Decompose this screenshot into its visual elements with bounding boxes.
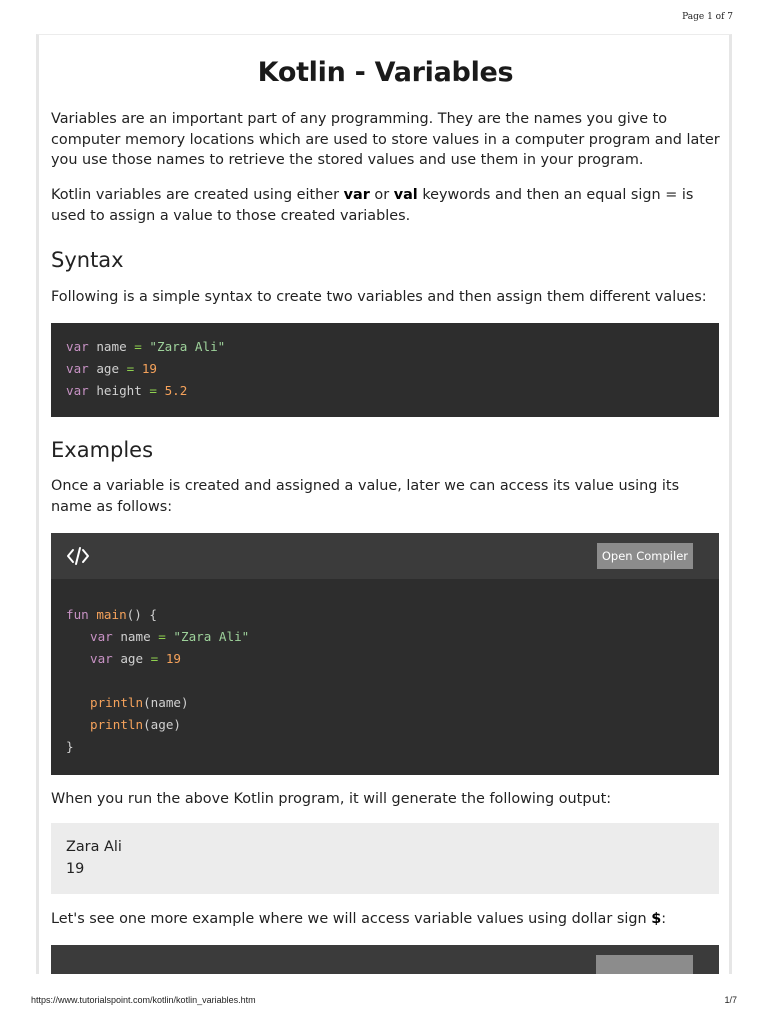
code-punctuation: } xyxy=(66,739,74,754)
code-keyword: var xyxy=(66,383,89,398)
code-keyword: var xyxy=(90,651,113,666)
code-operator: = xyxy=(134,339,142,354)
code-number: 19 xyxy=(158,651,182,666)
footer-url: https://www.tutorialspoint.com/kotlin/kotlin_variables.htm xyxy=(31,995,256,1005)
code-function: println xyxy=(90,695,144,710)
syntax-description: Following is a simple syntax to create two variables and then assign them different values: xyxy=(51,289,707,305)
next-example-text: Let's see one more example where we will access variable values using dollar sign xyxy=(51,911,652,927)
code-block-toolbar xyxy=(51,945,719,974)
code-line xyxy=(90,651,181,666)
next-example-description xyxy=(51,909,720,930)
var-keyword: var xyxy=(343,187,370,203)
code-operator: = xyxy=(149,383,158,398)
code-punctuation: (age) xyxy=(143,717,181,732)
keywords-paragraph xyxy=(51,185,720,226)
code-identifier: height xyxy=(88,383,150,398)
dollar-sign: $ xyxy=(651,911,662,927)
footer-page-number: 1/7 xyxy=(724,995,737,1005)
page-label: Page 1 of 7 xyxy=(682,12,733,22)
example-code-block xyxy=(51,533,719,775)
syntax-heading: Syntax xyxy=(51,248,124,272)
code-line xyxy=(90,629,249,644)
code-brackets-icon xyxy=(66,545,90,567)
code-keyword: var xyxy=(66,361,89,376)
code-number: 5.2 xyxy=(157,383,188,398)
code-number: 19 xyxy=(134,361,158,376)
code-function: println xyxy=(90,717,144,732)
code-line xyxy=(66,361,157,376)
next-code-block xyxy=(51,945,719,974)
code-string: "Zara Ali" xyxy=(141,339,226,354)
code-line xyxy=(90,717,181,732)
code-identifier: name xyxy=(88,339,135,354)
code-operator: = xyxy=(150,651,159,666)
document-frame xyxy=(36,34,732,974)
keywords-text-b: or xyxy=(369,187,394,203)
code-block-toolbar xyxy=(51,533,719,579)
code-identifier: name xyxy=(112,629,159,644)
val-keyword: val xyxy=(393,187,418,203)
code-identifier: age xyxy=(88,361,127,376)
next-example-colon: : xyxy=(661,911,667,927)
code-line xyxy=(66,383,187,398)
keywords-text-c: keywords and then an equal sign = is used to assign a value to those created variables. xyxy=(51,187,694,224)
page-title: Kotlin - Variables xyxy=(257,57,514,88)
examples-heading: Examples xyxy=(51,438,154,462)
code-line xyxy=(90,695,189,710)
code-operator: = xyxy=(158,629,166,644)
code-keyword: var xyxy=(90,629,113,644)
code-operator: = xyxy=(126,361,135,376)
code-keyword: fun xyxy=(66,607,89,622)
code-keyword: var xyxy=(66,339,89,354)
output-line: 19 xyxy=(66,861,85,877)
output-line: Zara Ali xyxy=(66,839,122,855)
code-identifier: age xyxy=(112,651,151,666)
syntax-code-block xyxy=(51,323,719,417)
output-description: When you run the above Kotlin program, it will generate the following output: xyxy=(51,791,612,807)
open-compiler-button[interactable] xyxy=(596,955,693,974)
code-string: "Zara Ali" xyxy=(165,629,250,644)
open-compiler-button[interactable]: Open Compiler xyxy=(597,543,693,569)
code-punctuation: () { xyxy=(126,607,158,622)
code-punctuation: (name) xyxy=(143,695,189,710)
intro-paragraph: Variables are an important part of any programming. They are the names you give to computer memory locations which are used to store values in a computer program and later you use those names to retrieve the stored values and use them in your program. xyxy=(51,111,720,168)
code-line xyxy=(66,339,225,354)
output-block xyxy=(51,823,719,894)
code-function: main xyxy=(88,607,127,622)
code-line xyxy=(66,739,74,754)
keywords-text-a: Kotlin variables are created using either xyxy=(51,187,344,203)
code-line xyxy=(66,607,157,622)
examples-description: Once a variable is created and assigned a value, later we can access its value using its name as follows: xyxy=(51,478,680,515)
